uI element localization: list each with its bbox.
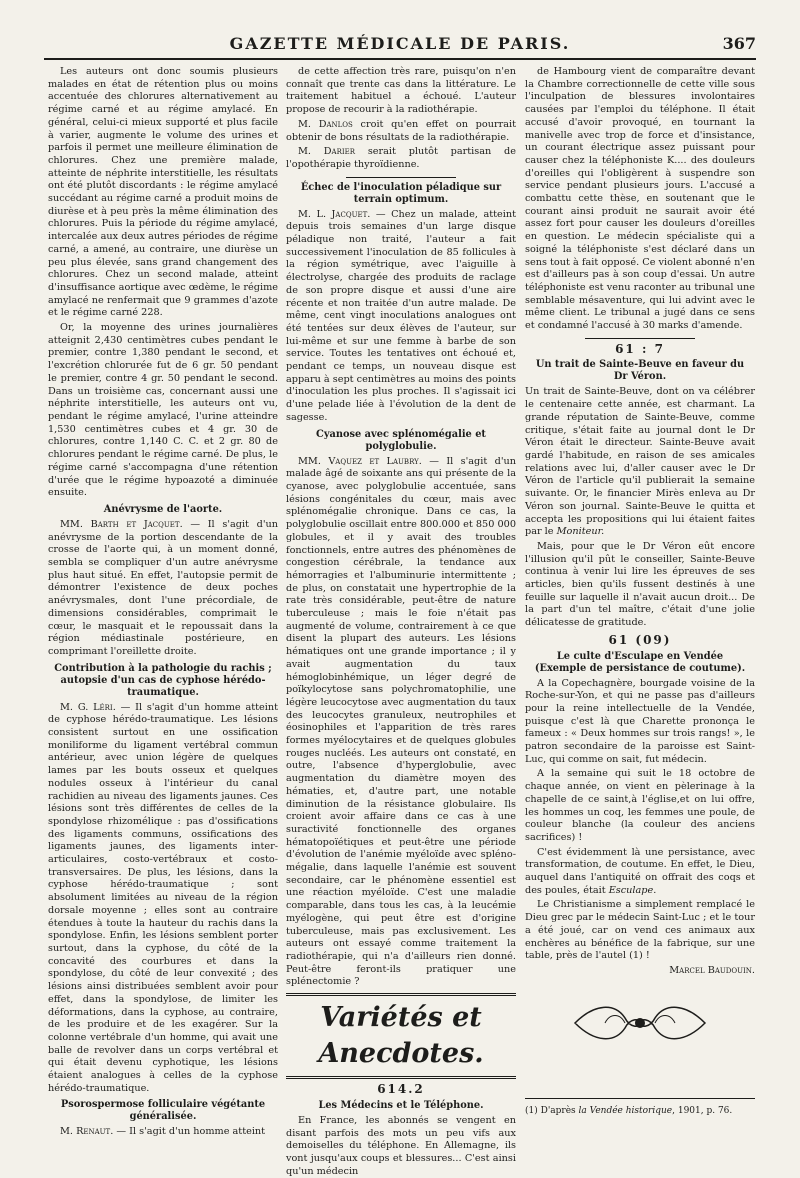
paragraph (286, 146, 516, 171)
article-heading: Échec de l'inoculation péladique sur terrain optimum. (300, 181, 502, 205)
footnote (525, 1098, 755, 1117)
paragraph: A la Copechagnère, bourgade voisine de la Roche-sur-Yon, et qui ne passe pas d'ailleurs pour la reine intellectuelle de la Vendée, puisque c'est là que Charette prononça le fameux : « Deux hommes sur trois rangs! », le patron secondaire de la paroisse est Saint-Luc, qui comme on sait, fut médecin. (525, 677, 755, 765)
column-right (525, 66, 755, 1116)
author-names: MM. Barth et Jacquet. (60, 518, 183, 530)
page-number: 367 (722, 34, 756, 53)
paragraph: de cette affection très rare, puisqu'on n'en connaît que trente cas dans la littérature. Le traitement habituel a échoué. L'auteur propose de recourir à la radiothérapie. (286, 66, 516, 116)
running-head: GAZETTE MÉDICALE DE PARIS. (229, 34, 571, 53)
author-names: M. G. Léri. (60, 701, 116, 713)
paragraph: Mais, pour que le Dr Véron eût encore l'illusion qu'il pût le conseiller, Sainte-Beuve continua à venir lui lire les épreuves de ses articles, bien qu'ils fussent destinés à une feuille sur laquelle il n'avait aucun droit... De la part d'un tel maître, c'était d'une jolie délicatesse de gratitude. (525, 540, 755, 629)
classification-number: 61 : 7 (615, 341, 665, 356)
article-heading: Contribution à la pathologie du rachis ; autopsie d'un cas de cyphose hérédo-traumatique. (54, 662, 272, 698)
paragraph: Les auteurs ont donc soumis plusieurs malades en état de rétention plus ou moins accentuée des chlorures alternativement au régime carné et au régime amylacé. En général, celui-ci mieux supporté et plus facile à varier, augmente le volume des urines et parfois il permet une meilleure élimination de chlorures. Chez une première malade, atteinte de néphrite interstitielle, les résultats ont été plutôt discordants : le régime amylacé succédant au régime carné a produit moins de diurèse et à peu près la même élimination des chlorures. Puis la période du régime amylacé, intercalée aux deux autres périodes de régime carné, a amené, au contraire, une diurèse un peu plus élevée, sans grand changement des chlorures. Chez un second malade, atteint d'insuffisance aortique avec œdème, le régime amylacé ne renfermait que 9 grammes d'azote et le régime carné 228. (48, 66, 278, 319)
paragraph: Un trait de Sainte-Beuve, dont on va célébrer le centenaire cette année, est charmant. La grande réputation de Sainte-Beuve, comme critique, s'était faite au journal dont le Dr Véron était le directeur. Sainte-Beuve avait gardé l'habitude, en raison de ses amicales relations avec lui, d'aller causer avec le Dr Véron de l'article qu'il publierait la semaine suivante. Or, le financier Mirès enleva au Dr Véron son journal. Sainte-Beuve le quitta et accepta les propositions qui lui étaient faites par le (525, 386, 755, 538)
paragraph (48, 519, 278, 659)
italic-text: Moniteur. (556, 526, 605, 538)
author-names: M. Renaut. (60, 1126, 114, 1138)
paragraph-text: serait plutôt partisan de l'opothérapie thyroïdienne. (286, 146, 516, 170)
section-title: Variétés et Anecdotes. (286, 993, 516, 1079)
paragraph (48, 1126, 278, 1139)
author-names: M. Darier (298, 146, 356, 158)
footnote-text: (1) D'après (525, 1105, 579, 1116)
paragraph-text: C'est évidemment là une persistance, avec transformation, de coutume. En effet, le Dieu, auquel dans l'antiquité on offrait des coqs et des poules, était (525, 846, 755, 896)
divider (346, 177, 456, 178)
footnote-text: , 1901, p. 76. (672, 1105, 733, 1116)
page-header (44, 28, 756, 60)
paragraph (286, 119, 516, 144)
paragraph: En France, les abonnés se vengent en disant parfois des mots un peu vifs aux demoiselles du téléphone. En Allemagne, ils vont jusqu'aux coups et blessures... C'est ainsi qu'un médecin (286, 1114, 516, 1177)
classification-number: 61 (09) (608, 632, 672, 647)
paragraph: A la semaine qui suit le 18 octobre de chaque année, on vient en pèlerinage à la chapelle de ce saint,à l'église,et on lui offre, les hommes un coq, les femmes une poule, de couleur blanche (la couleur des anciens sacrifices) ! (525, 768, 755, 843)
ornament-icon (565, 998, 715, 1048)
paragraph-text: — Chez un malade, atteint depuis trois semaines d'un large disque péladique non traité, l'auteur a fait successivement l'inoculation de 85 follicules à la région symétrique, avec l'aiguille à électrolyse, chargée des produits de raclage de son propre disque et aussi d'une aire récente et non traitée d'un autre malade. De même, cent vingt inoculations analogues ont été tentées sur deux élèves de l'auteur, sur lui-même et sur une femme à barbe de son service. Toutes les tentatives ont échoué et, pendant ce temps, un nouveau disque est apparu à sept centimètres au moins des points d'inoculation les plus proches. Il s'agissait ici d'une pelade liée à l'évolution de la dent de sagesse. (286, 208, 516, 423)
paragraph: Or, la moyenne des urines journalières atteignit 2,430 centimètres cubes pendant le premier, contre 1,380 pendant le second, et l'excrétion chlorurée fut de 6 gr. 50 pendant le premier, contre 4 gr. 50 pendant le second. Dans un troisième cas, concernant aussi une néphrite interstitielle, les auteurs ont vu, pendant le régime amylacé, l'urine atteindre 1,530 centimètres cubes et 4 gr. 30 de chlorures, contre 1,140 C. C. et 2 gr. 80 de chlorures pendant le régime carné. De plus, le régime carné s'accompagna d'une rétention d'urée que le régime hypoazoté a diminuée ensuite. (48, 322, 278, 499)
paragraph-text: — Il s'agit d'un homme atteint (113, 1126, 266, 1138)
column-middle (286, 66, 516, 1177)
paragraph-text: — Il s'agit d'un anévrysme de la portion descendante de la crosse de l'aorte qui, à un moment donné, sembla se compliquer d'un autre anévrysme plus haut situé. En effet, l'autopsie permit de démontrer l'existence de deux poches anévrysmales, dont l'une précordiale, de dimensions considérables, comprimait le cœur, le masquait et le repoussait dans la région médiastinale postérieure, en comprimant l'oreillette droite. (48, 518, 278, 657)
article-heading: Les Médecins et le Téléphone. (318, 1099, 484, 1111)
author-names: M. Danlos (298, 118, 353, 130)
author-names: MM. Vaquez et Laubry. (298, 455, 422, 467)
article-heading: Un trait de Sainte-Beuve en faveur du Dr Véron. (535, 359, 745, 383)
article-heading: Anévrysme de l'aorte. (103, 503, 223, 515)
author-signature: Marcel Baudouin. (669, 965, 755, 976)
paragraph (286, 209, 516, 425)
author-names: M. L. Jacquet. (298, 208, 371, 220)
divider (585, 338, 695, 339)
italic-text: la Vendée historique (578, 1105, 673, 1116)
paragraph (525, 847, 755, 898)
paragraph (48, 702, 278, 1096)
article-heading: Cyanose avec splénomégalie et polyglobulie. (316, 428, 486, 452)
paragraph: Le Christianisme a simplement remplacé le Dieu grec par le médecin Saint-Luc ; et le tour a été joué, car on vend ces animaux aux enchères au bénéfice de la fabrique, sur une table, près de l'autel (1) ! (525, 899, 755, 962)
paragraph: de Hambourg vient de comparaître devant la Chambre correctionnelle de cette ville sous l'inculpation de blessures involontaires causées par l'emploi du téléphone. Il était accusé d'avoir provoqué, en tournant la manivelle avec trop de force et d'insistance, un courant électrique assez puissant pour causer chez la téléphoniste K.... des douleurs d'oreilles qui l'obligèrent à suspendre son service pendant plusieurs jours. L'accusé a combattu cette thèse, en soutenant que le courant ainsi produit ne saurait avoir été assez fort pour causer les douleurs d'oreilles en question. Le médecin spécialiste qui a soigné la téléphoniste s'est déclaré dans un sens tout à fait opposé. Ce violent abonné n'en est d'ailleurs pas à son coup d'essai. Un autre téléphoniste est venu raconter au tribunal une semblable mésaventure, qui lui advint avec le même client. Le tribunal a jugé dans ce sens et condamné l'accusé à 30 marks d'amende. (525, 66, 755, 332)
paragraph (286, 456, 516, 990)
paragraph-text: — Il s'agit d'un malade âgé de soixante ans qui présente de la cyanose, avec polyglobulie accentuée, sans lésions congénitales du cœur, mais avec splénomégalie chronique. Dans ce cas, la polyglobulie oscillait entre 800.000 et 850 000 globules, et il y avait des troubles fonctionnels, entre autres des phénomènes de congestion cérébrale, la tendance aux hémorragies et l'albuminurie intermittente ; de plus, on constatait une hypertrophie de la rate très considérable, peut-être de nature tuberculeuse ; mais le foie n'était pas augmenté de volume, contrairement à ce que disent la plupart des auteurs. Les lésions hématiques ont une grande importance ; il y avait augmentation du taux hémoglobinhémique, un léger degré de poïkylocytose sans polychromatophilie, une légère leucocytose avec augmentation du taux des leucocytes granuleux, neutrophiles et éosinophiles et l'apparition de très rares formes myélocytaires et de quelques globules rouges nucléés. Les auteurs ont constaté, en outre, l'absence d'hyperglobulie, avec augmentation du diamètre moyen des hématies, et, d'autre part, une notable diminution de la résistance globulaire. Ils croient avoir affaire dans ce cas à une suractivité fonctionnelle des organes hématopoïétiques et peut-être une période d'évolution de l'anémie myéloïde avec spléno-mégalie, dans laquelle l'anémie est souvent secondaire, car le phénomène essentiel est une réaction myéloïde. C'est une maladie comparable, dans tous les cas, à la leucémie myélogène, qui peut être est d'origine tuberculeuse, mais pas exclusivement. Les auteurs ont essayé comme traitement la radiothérapie, qui n'a d'ailleurs rien donné. Peut-être feront-ils pratiquer une splénectomie ? (286, 455, 516, 988)
paragraph-text: — Il s'agit d'un homme atteint de cyphose hérédo-traumatique. Les lésions consistent surtout en une ossification moniliforme du ligament vertébral commun antérieur, avec union légère de quelques lames par les bouts osseux et quelques nodules osseux à l'intérieur du canal rachidien au niveau des ligaments jaunes. Ces lésions sont très différentes de celles de la spondylose rhizomélique : pas d'ossifications des ligaments communs, ossifications des ligaments jaunes, des ligaments inter-articulaires, costo-vertébraux et costo-transversaires. De plus, les lésions, dans la cyphose hérédo-traumatique ; sont absolument limitées au niveau de la région dorsale moyenne ; elles sont au contraire étendues à toute la hauteur du rachis dans la spondylose. Enfin, les lésions semblent porter surtout, dans la cyphose, du côté de la concavité des courbures et dans la spondylose, du côté de leur convexité ; des lésions ainsi distribuées semblent avoir pour effet, dans la spondylose, de limiter les déformations, dans la cyphose, au contraire, de les produire et de les exagérer. Sur la colonne vertébrale d'un homme, qui avait une balle de revolver dans un corps vertébral et qui était devenu cyphotique, les lésions étaient analogues à celles de la cyphose hérédo-traumatique. (48, 701, 278, 1094)
article-heading: Psorospermose folliculaire végétante généralisée. (60, 1099, 266, 1123)
classification-number: 614.2 (377, 1082, 425, 1097)
column-left (48, 66, 278, 1138)
italic-text: Esculape. (608, 884, 657, 896)
article-heading: Le culte d'Esculape en Vendée (Exemple de persistance de coutume). (534, 650, 746, 674)
paragraph-text: croit qu'en effet on pourrait obtenir de bons résultats de la radiothérapie. (286, 118, 516, 143)
